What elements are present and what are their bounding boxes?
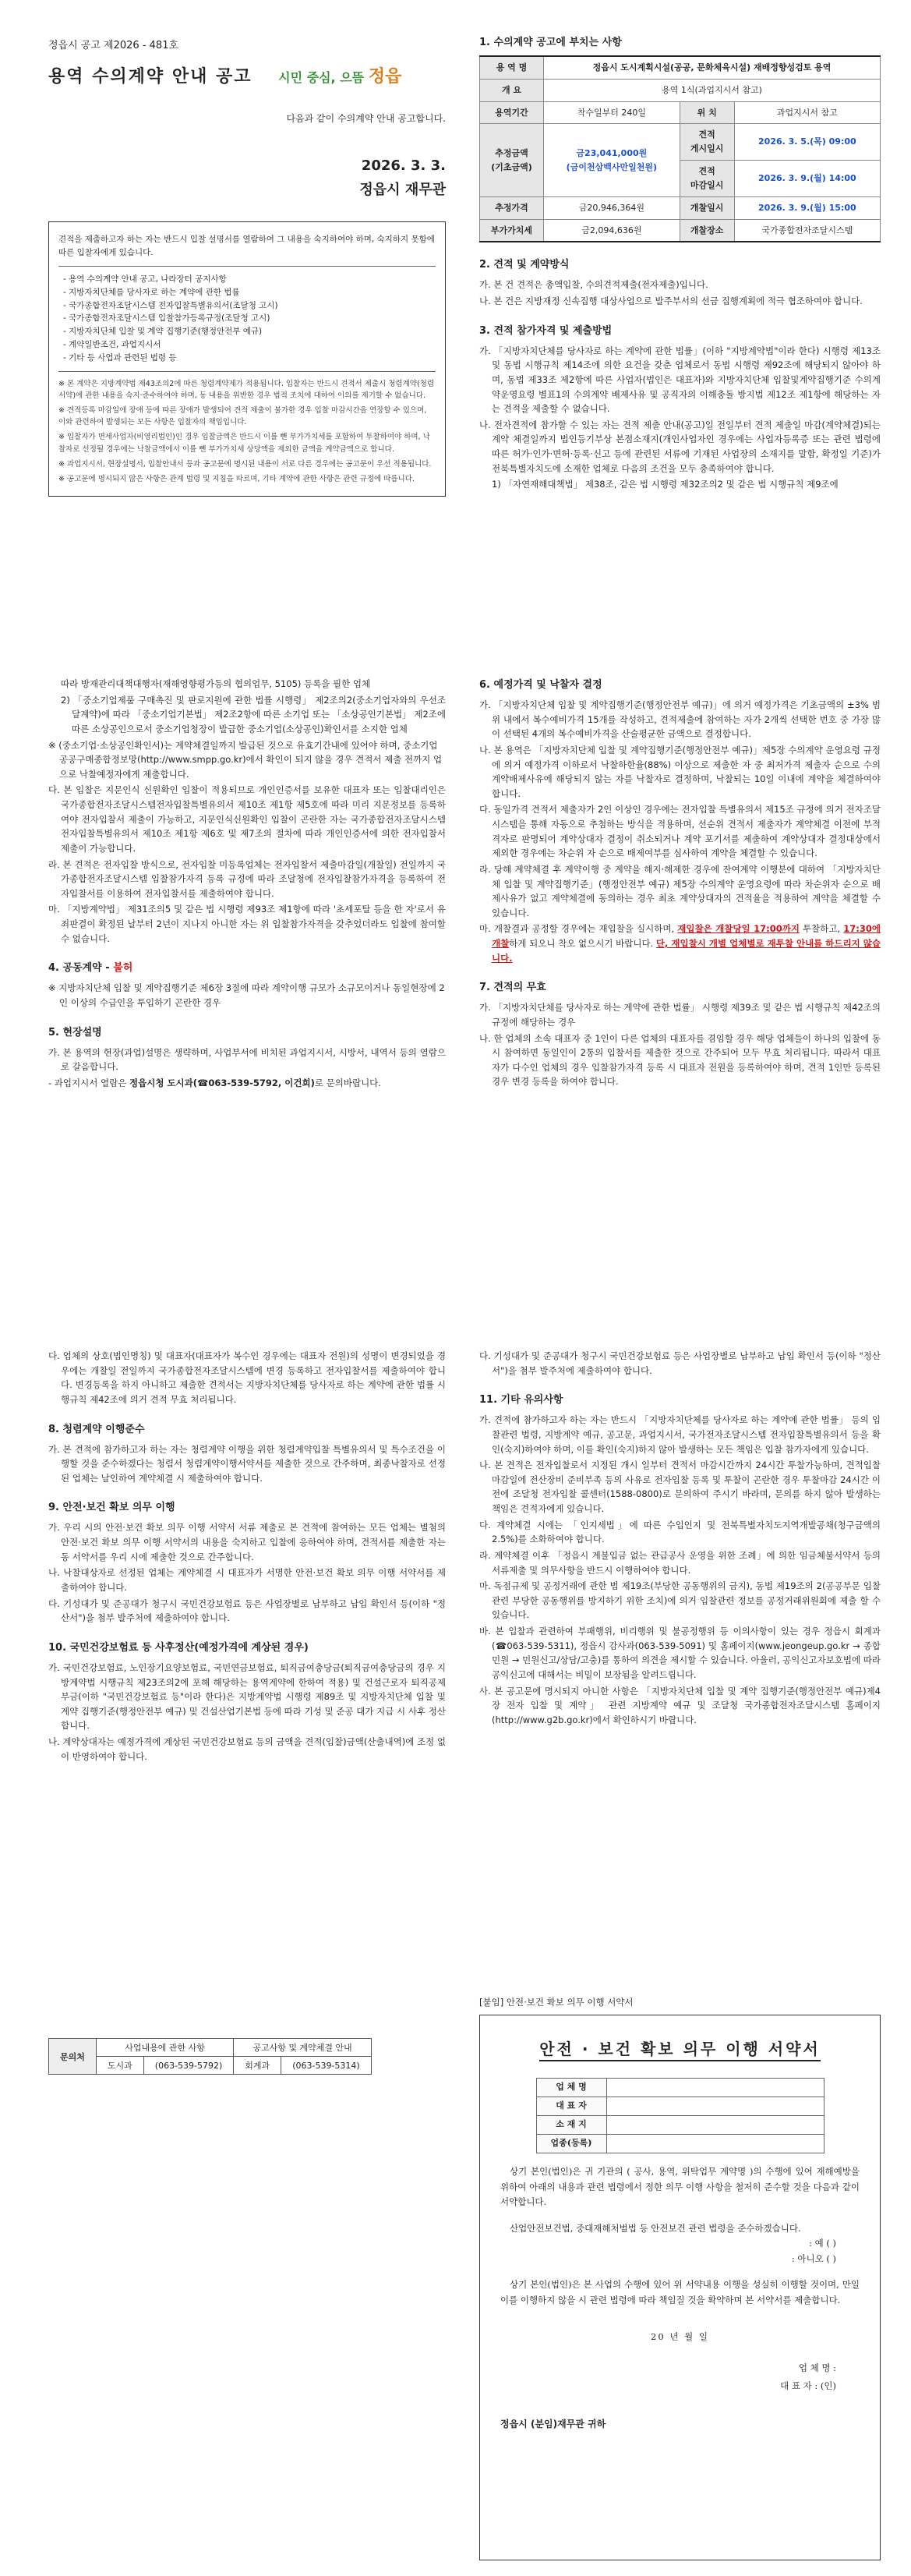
price-note: (금이천삼백사만일천원) (566, 161, 657, 172)
dash-a: - 과업지시서 열람은 (48, 1077, 129, 1088)
cell-label: 견적 게시일시 (680, 124, 734, 161)
dash-c: 로 문의바랍니다. (314, 1077, 381, 1088)
form-table (536, 2078, 824, 2153)
notice-box (48, 221, 446, 497)
box-divider (58, 371, 436, 372)
section-4-label: 4. 공동계약 (48, 962, 102, 975)
notice-header (48, 37, 446, 497)
form-title-text: 안전 · 보건 확보 의무 이행 서약서 (539, 2040, 821, 2061)
section-3-cont: 따라 방재관리대책대행자(재해영향평가등의 협의업무, 5105) 등록을 필한 업체 (61, 678, 371, 689)
section-10-item: 다. 기성대가 및 준공대가 청구시 국민건강보험료 등은 사업장별로 납부하고 납입 확인서 등(이하 "정산서")을 첨부 발주처에 제출하여야 합니다. (479, 1350, 881, 1376)
cell-label: 부가가치세 (480, 219, 544, 242)
section-8-title: 8. 청렴계약 이행준수 (48, 1423, 145, 1435)
logo-text-a: 시민 중심, 으뜸 (278, 70, 365, 86)
text-f: 단, 재입찰시 개별 업체별로 재투찰 안내를 하드리지 않습니다. (492, 938, 881, 964)
right-column-3 (479, 1349, 881, 1729)
contact-biz-tel: (063-539-5792) (143, 2057, 234, 2075)
notice-number: 정읍시 공고 제2026 - 481호 (48, 40, 179, 51)
city-logo (278, 63, 401, 91)
section-2-title: 2. 견적 및 계약방식 (479, 259, 570, 271)
section-9-title: 9. 안전·보건 확보 의무 이행 (48, 1502, 175, 1514)
section-11-item: 바. 본 입찰과 관련하여 부패행위, 비리행위 및 불공정행위 등 이의사항이 있는 경우 정읍시 회계과(☎063-539-5311), 정읍시 감사과(063-539-5091) 및 홈페이지(www.jeongeup.go.kr → 종합민원 → 민원신고/상담/고충)를 통하여 의견을 제시할 수 있습니다. 아울러, 공익신고자보호법에 따라 공익신고에 대해서는 비밀이 보장됨을 알려드립니다. (479, 1626, 881, 1680)
cell-value: 금2,094,636원 (544, 219, 680, 242)
text-c: 투찰하고, (799, 923, 844, 935)
section-11-item: 가. 견적에 참가하고자 하는 자는 반드시 「지방자치단체를 당사자로 하는 계약에 관한 법률」 등의 입찰관련 법령, 지방계약 예규, 공고문, 과업지시서, 국가전자조달시스템 전자입찰특별유의서 등을 확인(숙지)하여야 하며, 이를 확인(숙지)하지 않아 발생하는 모든 책임은 입찰 참가자에게 있습니다. (479, 1414, 881, 1455)
text-d: 17:30에 개찰 (492, 923, 881, 950)
form-row-value[interactable] (606, 2116, 824, 2135)
info-table (479, 55, 881, 242)
box-item: - 지방자치단체를 당사자로 하는 계약에 관한 법률 (63, 287, 240, 297)
page-3 (0, 1310, 911, 1965)
form-caption: [붙임] 안전·보건 확보 의무 이행 서약서 (479, 1997, 634, 2008)
right-column-1 (479, 34, 881, 494)
box-divider (58, 266, 436, 267)
section-4-note: 불허 (113, 962, 133, 975)
section-7-item: 다. 업체의 상호(법인명칭) 및 대표자(대표자가 복수인 경우에는 대표자 전원)의 성명이 변경되었을 경우에는 개찰일 전일까지 국가종합전자조달시스템에 변경 등록하고 전자입찰서를 제출하여야 합니다. 변경등록을 하지 아니하고 제출한 견적서는 지방자치단체를 당사자로 하는 계약에 관한 법률 시행규칙 제42조에 의거 견적 무효 처리됩니다. (48, 1350, 446, 1405)
section-10-title: 10. 국민건강보험료 등 사후정산(예정가격에 계상된 경우) (48, 1641, 309, 1654)
cell-label: 추정가격 (480, 196, 544, 219)
section-3-title: 3. 견적 참가자격 및 제출방법 (479, 324, 613, 337)
box-note: ※ 입찰자가 면세사업자(비영리법인)인 경우 입찰금액은 반드시 이를 뺀 부가가치세를 포함하여 투찰하여야 하며, 낙찰자로 선정될 경우에는 낙찰금액에서 이를 뺀 부가가치세 상당액을 제외한 금액을 계약금액으로 합니다. (58, 433, 430, 454)
section-2-item: 나. 본 건은 지방재정 신속집행 대상사업으로 발주부서의 선금 집행계획에 적극 협조하여야 합니다. (479, 295, 863, 307)
cell-label: 추정금액 (기초금액) (480, 124, 544, 196)
section-3-item: 1) 「자연재해대책법」 제38조, 같은 법 시행령 제32조의2 및 같은 법 시행규칙 제9조에 (492, 479, 839, 490)
box-item: - 지방자치단체 입찰 및 계약 집행기준(행정안전부 예규) (63, 327, 263, 337)
section-3-item: 마. 「지방계약법」 제31조의5 및 같은 법 시행령 제93조 제1항에 따라 '초세포탈 등을 한 자'로서 유죄판결이 확정된 날부터 2년이 지나지 아니한 자는 위 입찰참가자격을 갖추었더라도 입찰에 참여할 수 없습니다. (48, 904, 446, 944)
cell-label: 용역기간 (480, 101, 544, 124)
box-note: ※ 견적등록 마감일에 장애 등에 따른 장애가 발생되어 견적 제출이 불가한 경우 입찰 마감시간을 연장할 수 있으며, 이와 관련하여 발생되는 모든 사항은 입찰자의 책임입니다. (58, 405, 427, 427)
text-b: 재입찰은 개찰당일 17:00까지 (677, 923, 800, 935)
section-6-item: 다. 동일가격 견적서 제출자가 2인 이상인 경우에는 전자입찰 특별유의서 제15조 규정에 의거 전자조달시스템을 통해 자동으로 추첨하는 방식을 적용하며, 선순위 견적서 제출자가 계약체결 이전에 부적격자로 판명되어 계약상대자 결정이 취소되거나 계약 포기서를 제출하여 계약상대자 결정대상에서 제외한 경우에는 차순위 자 순으로 배제여부를 심사하여 계약을 체결할 수 있습니다. (479, 804, 881, 859)
cell-value: 용역 1식(과업지시서 참고) (544, 79, 881, 101)
contact-bid-tel: (063-539-5314) (281, 2057, 372, 2075)
contact-bid-title: 공고사항 및 계약체결 안내 (234, 2039, 371, 2057)
section-4-title: 4. 공동계약 - 불허 (48, 962, 133, 975)
section-11-item: 나. 본 견적은 전자입찰로서 지정된 개시 일부터 견적서 마감시간까지 24시간 투찰가능하며, 견적입찰 마감일에 전산장비 준비부족 등의 사유로 전자입찰 등록 및 투찰이 곤란한 경우 투찰마감 24시간 이전에 조달청 전자입찰 콜센터(1588-0800)로 문의하여 주시기 바라며, 문의를 하지 않아 발생하는 책임은 견적자에게 있습니다. (479, 1460, 881, 1515)
cell-label: 개찰장소 (680, 219, 734, 242)
form-addressee: 정읍시 (분임)재무관 귀하 (500, 2419, 606, 2430)
box-intro: 견적을 제출하고자 하는 자는 반드시 입찰 설명서를 열람하여 그 내용을 숙지하여야 하며, 숙지하지 못함에 따른 입찰자에게 있습니다. (58, 235, 435, 258)
form-row-label: 대 표 자 (536, 2097, 606, 2116)
notice-title: 용역 수의계약 안내 공고 (48, 67, 252, 87)
form-row-label: 업 체 명 (536, 2079, 606, 2097)
text-a: 마. 개찰결과 공정할 경우에는 재입찰을 실시하며, (479, 923, 678, 935)
section-5-item: 가. 본 용역의 현장(과업)설명은 생략하며, 사업부서에 비치된 과업지시서, 시방서, 내역서 등의 열람으로 갈음합니다. (48, 1046, 446, 1073)
cell-value: 착수일부터 240일 (544, 101, 680, 124)
section-4-star: ※ 지방자치단체 입찰 및 계약집행기준 제6장 3절에 따라 계약이행 규모가 소규모이거나 동일현장에 2인 이상의 수급인을 투입하기 곤란한 경우 (48, 982, 445, 1008)
section-6-item: 라. 당해 계약체결 후 계약이행 중 계약을 해지·해제한 경우에 잔여계약 이행분에 대하여 「지방자치단체 입찰 및 계약집행기준」(행정안전부 예규) 제5장 수의계약 운영요령에 따라 차순위자 순으로 배제사유가 없고 계약체결에 동의하는 경우 최초 계약상대자의 견적율을 적용하여 계약을 체결할 수 있습니다. (479, 863, 881, 918)
section-6-title: 6. 예정가격 및 낙찰자 결정 (479, 679, 602, 691)
section-3-note: ※ (중소기업·소상공인확인서)는 계약체결일까지 발급된 것으로 유효기간내에 있어야 하며, 중소기업공공구매종합정보망(http://www.smpp.go.kr)에서 확인이 되지 않을 경우 견적서 제출 전까지 업으로 낙찰예정자에게 제출합니다. (48, 739, 443, 780)
form-para-2: 산업안전보건법, 중대재해처벌법 등 안전보건 관련 법령을 준수하겠습니다. (510, 2222, 801, 2234)
cell-value: 과업지시서 참고 (734, 101, 880, 124)
contact-bid-dept: 회계과 (234, 2057, 281, 2075)
price-value: 금23,041,000원 (576, 147, 648, 158)
contact-table (48, 2038, 372, 2075)
section-1-title: 1. 수의계약 공고에 부치는 사항 (479, 37, 622, 48)
section-9-item: 다. 기성대가 및 준공대가 청구시 국민건강보험료 등은 사업장별로 납부하고 납입 확인서 등(이하 "정산서")을 첨부 발주처에 제출하여야 합니다. (48, 1598, 446, 1624)
section-11-title: 11. 기타 유의사항 (479, 1394, 563, 1407)
section-7-item: 나. 한 업체의 소속 대표자 중 1인이 다른 업체의 대표자를 겸임할 경우 해당 업체들이 하나의 입찰에 동시 참여하면 동일인이 2통의 입찰서를 제출한 것으로 간주되어 모두 무효 처리됩니다. 따라서 대표자가 다수인 업체의 경우 입찰참가자격 등록 시 대표자 전원을 등록하여야 하며, 견적 1인만 등록된 경우 변경 등록을 하여야 합니다. (479, 1032, 881, 1088)
section-6-item: 가. 「지방자치단체 입찰 및 계약집행기준(행정안전부 예규)」에 의거 예정가격은 기초금액의 ±3% 범위 내에서 복수예비가격 15개를 작성하고, 견적제출에 참여하는 자가 2개씩 선택한 번호 중 가장 많이 선택된 4개의 복수예비가격을 산술평균한 금액으로 결정합니다. (479, 699, 881, 740)
section-2-item: 가. 본 건 견적은 총액입찰, 수의견적제출(전자제출)입니다. (479, 279, 708, 291)
section-9-item: 나. 낙찰대상자로 선정된 업체는 계약체결 시 대표자가 서명한 안전·보건 확보 의무 이행 서약서를 제출하여야 합니다. (48, 1567, 446, 1593)
cell-label: 견적 마감일시 (680, 161, 734, 197)
contact-biz-title: 사업내용에 관한 사항 (96, 2039, 233, 2057)
section-3-item: 다. 본 입찰은 지문인식 신원확인 입찰이 적용되므로 개인인증서를 보유한 대표자 또는 입찰대리인은 국가종합전자조달시스템전자입찰특별유의서 제10조 제1항 제5호에 따라 미리 지문정보를 등록하여야 전자입찰서 제출이 가능하고, 지문인식신원확인 입찰이 곤란한 자는 국가종합전자조달시스템전자입찰특별유의서 제10조 제1항 제6호 및 제7조의 절차에 따라 개인인증서에 의한 전자입찰서 제출이 가능합니다. (48, 784, 446, 854)
left-column-3 (48, 1349, 446, 1765)
box-item: - 계약일반조건, 과업지시서 (63, 340, 161, 349)
section-3-item: 가. 「지방자치단체를 당사자로 하는 계약에 관한 법률」(이하 "지방계약법"이라 한다) 시행령 제13조 및 동법 시행규칙 제14조에 의한 요건을 갖춘 업체로서 동법 시행령 제92조에 해당되지 않아야 하며, 동법 제33조 제2항에 따른 사업자(법인은 대표자)와 지방자치단체 입찰및계약집행기준 수의계약운영요령 별표1의 수의계약 배제사유 및 공직자의 이해충돌 방지법 제12조 제1항에 해당하는 자는 견적을 제출할 수 없습니다. (479, 345, 881, 415)
form-date: 20 년 월 일 (651, 2331, 709, 2343)
form-title (500, 2036, 860, 2062)
cell-value: 국가종합전자조달시스템 (734, 219, 880, 242)
section-11-item: 다. 계약체결 시에는 「인지세법」에 따른 수입인지 및 전북특별자치도지역개발공채(청구금액의 2.5%)를 소화하여야 합니다. (479, 1519, 881, 1545)
section-11-item: 마. 독점규제 및 공정거래에 관한 법 제19조(부당한 공동행위의 금지), 동법 제19조의 2(공공부문 입찰관련 부당한 공동행위를 방지하기 위한 조치)에 의거 입찰관련 정보를 공정거래위원회에 제출 할 수 있습니다. (479, 1580, 881, 1621)
section-8-item: 가. 본 견적에 참가하고자 하는 자는 청렴계약 이행을 위한 청렴계약입찰 특별유의서 및 특수조건을 이행할 것을 준수하겠다는 청렴서 청렴계약이행서약서를 제출한 것으로 간주하며, 최종낙찰자로 선정된 업체는 날인하여 계약체결 시 제출하여야 합니다. (48, 1443, 446, 1484)
cell-label: 개찰일시 (680, 196, 734, 219)
section-3-item: 2) 「중소기업제품 구매촉진 및 판로지원에 관한 법률 시행령」 제2조의2(중소기업자와의 우선조달계약)에 따라 「중소기업기본법」 제2조2항에 따른 소기업 또는 「소상공인기본법」 제2조에 따른 소상공인으로서 중소기업청장이 발급한 중소기업(소상공인)확인서를 소지한 업체 (61, 694, 446, 734)
dash-b: 정읍시청 도시과(☎063-539-5792, 이건희) (129, 1077, 315, 1088)
form-para-1: 상기 본인(법인)은 귀 기관의 ( 공사, 용역, 위탁업무 계약명 )의 수행에 있어 재해예방을 위하여 아래의 내용과 관련 법령에서 정한 의무 이행 사항을 철저히 준수할 것을 다음과 같이 서약합니다. (500, 2166, 860, 2208)
form-para-3: 상기 본인(법인)은 본 사업의 수행에 있어 위 서약내용 이행을 성실히 이행할 것이며, 만일 이를 이행하지 않을 시 관련 법령에 따라 책임질 것을 확약하며 본 서약서를 제출합니다. (500, 2279, 860, 2305)
right-column-2 (479, 677, 881, 1091)
cell-value: 2026. 3. 9.(월) 14:00 (734, 161, 880, 197)
box-item: - 국가종합전자조달시스템 전자입찰특별유의서(조달청 고시) (63, 300, 278, 310)
cell-value: 정읍시 도시계획시설(공공, 문화체육시설) 재배정향성검토 용역 (544, 56, 881, 79)
cell-label: 위 치 (680, 101, 734, 124)
page-1 (0, 0, 911, 655)
form-row-label: 소 재 지 (536, 2116, 606, 2135)
cell-value: 2026. 3. 5.(목) 09:00 (734, 124, 880, 161)
cell-label: 개 요 (480, 79, 544, 101)
contact-label: 문의처 (49, 2039, 97, 2075)
notice-date: 2026. 3. 3. (361, 157, 446, 175)
section-6-item: 나. 본 용역은 「지방자치단체 입찰 및 계약집행기준(행정안전부 예규)」제5장 수의계약 운영요령 규정에 의거 예정가격 이하로서 낙찰하한율(88%) 이상으로 제출한 자 중 최저가격 제출자 순으로 수의계약배제사유에 해당되지 않는 자를 낙찰자로 결정하며, 낙찰되는 10일 이내에 계약을 체결하여야 합니다. (479, 744, 881, 799)
section-7-item: 가. 「지방자치단체를 당사자로 하는 계약에 관한 법률」 시행령 제39조 및 같은 법 시행규칙 제42조의 규정에 해당하는 경우 (479, 1002, 881, 1028)
form-sign-rep: 대 표 자 : (인) (780, 2380, 836, 2392)
section-7-title: 7. 견적의 무효 (479, 982, 546, 994)
box-note: ※ 과업지시서, 현장설명서, 입찰안내서 등과 공고문에 명시된 내용이 서로 다른 경우에는 공고문이 우선 적용됩니다. (58, 459, 432, 469)
box-note: ※ 공고문에 명시되지 않은 사항은 관계 법령 및 지침을 따르며, 기타 계약에 관한 사항은 관련 규정에 따릅니다. (58, 474, 415, 483)
cell-value: 금20,946,364원 (544, 196, 680, 219)
cell-value: 2026. 3. 9.(월) 15:00 (734, 196, 880, 219)
form-choice-yes[interactable]: : 예 ( ) (809, 2238, 836, 2249)
box-item: - 국가종합전자조달시스템 입찰참가등록규정(조달청 고시) (63, 313, 270, 324)
section-3-item: 나. 전자견적에 참가할 수 있는 자는 견적 제출 안내(공고)일 전일부터 견적 제출일 마감(계약체결)되는 계약 체결일까지 법인등기부상 본점소재지(개인사업자인 경우에는 사업자등록증 또는 관련 법령에 따른 허가·인가·면허·등록·신고 등에 관련된 서류에 기재된 사업장의 소재지를 말함, 확정일 기준)가 전북특별자치도에 소재한 업체로 다음의 조건을 모두 충족하여야 합니다. (479, 419, 881, 474)
notice-lead: 다음과 같이 수의계약 안내 공고합니다. (286, 112, 446, 124)
form-row-value[interactable] (606, 2079, 824, 2097)
section-10-item: 가. 국민건강보험료, 노인장기요양보험료, 국민연금보험료, 퇴직금여충당금(퇴직금여충당금의 경우 지방계약법 시행규칙 제23조의2에 포해 해당하는 용역계약에 한하여 적용) 및 건설근로자 퇴직공제부금(이하 "국민건강보험료 등"이라 한다)은 지방계약법 시행령 제89조 및 지방자치단체 입찰 및 계약 집행기준(행정안전부 예규) 및 건설산업기본법 등에 따라 기성 및 준공 대가 지급 시 사후 정산합니다. (48, 1661, 446, 1732)
form-box (479, 2015, 881, 2560)
contact-biz-dept: 도시과 (96, 2057, 143, 2075)
section-5-title: 5. 현장설명 (48, 1026, 102, 1039)
page-2 (0, 655, 911, 1310)
section-11-item: 라. 계약체결 이후 「정읍시 계불입금 없는 관급공사 운영을 위한 조례」에 의한 임금체불서약서 등의 서류제출 및 의무사항을 반드시 이행하여야 합니다. (479, 1549, 881, 1576)
page-4 (0, 1965, 911, 2576)
logo-text-b: 정읍 (368, 67, 402, 87)
box-note: ※ 본 계약은 지방계약법 제43조의2에 따른 청렴계약제가 적용됩니다. 입찰자는 반드시 견적서 제출시 청렴계약(청렴서약)에 관한 내용을 숙지·준수하여야 하며, 동 내용을 위반한 경우 법적 조치에 대하여 이의를 제기할 수 없습니다. (58, 379, 435, 400)
cell-label: 용 역 명 (480, 56, 544, 79)
form-row-label: 업종(등록) (536, 2135, 606, 2153)
box-item: - 용역 수의계약 안내 공고, 나라장터 공지사항 (63, 274, 227, 285)
box-item: - 기타 등 사업과 관련된 법령 등 (63, 352, 177, 363)
form-row-value[interactable] (606, 2097, 824, 2116)
notice-agency: 정읍시 재무관 (359, 182, 446, 199)
pledge-form (479, 1996, 881, 2560)
form-choice-no[interactable]: : 아니오 ( ) (791, 2252, 836, 2264)
section-3-item: 라. 본 견적은 전자입찰 방식으로, 전자입찰 미등록업체는 전자입찰서 제출마감일(개찰일) 전일까지 국가종합전자조달시스템 입찰참가자격 등록 규정에 따라 조달청에 전자입찰참가자격을 등록하여 전자입찰서를 이용하여 전자입찰서를 제출하여야 합니다. (48, 858, 446, 899)
text-e: 하게 되오니 착오 없으시기 바랍니다. (509, 938, 656, 950)
form-row-value[interactable] (606, 2135, 824, 2153)
section-10-item: 나. 계약상대자는 예정가격에 계상된 국민건강보험료 등의 금액을 견적(입찰)금액(산출내역)에 조정 없이 반영하여야 합니다. (48, 1736, 446, 1762)
section-5-dash (48, 1076, 446, 1091)
section-11-item: 사. 본 공고문에 명시되지 아니한 사항은 「지방자치단체 입찰 및 계약 집행기준(행정안전부 예규)제4장 전자 입찰 및 계약」 관련 지방계약 예규 및 조달청 국가종합전자조달시스템 홈페이지(http://www.g2b.go.kr)에서 확인하시기 바랍니다. (479, 1685, 881, 1725)
form-sign-company: 업 체 명 : (798, 2362, 836, 2373)
section-9-item: 가. 우리 시의 안전·보건 확보 의무 이행 서약서 서류 제출로 본 견적에 참여하는 모든 업체는 별첨의 안전·보건 확보 의무 이행 서약서의 내용을 숙지하고 입찰에 응하여야 하며, 견적서를 제출한 자는 동 서약서를 우리 시에 제출한 것으로 간주합니다. (48, 1522, 446, 1562)
left-column-2 (48, 677, 446, 1092)
price-cell (544, 124, 680, 196)
section-6-item-last (479, 922, 881, 965)
